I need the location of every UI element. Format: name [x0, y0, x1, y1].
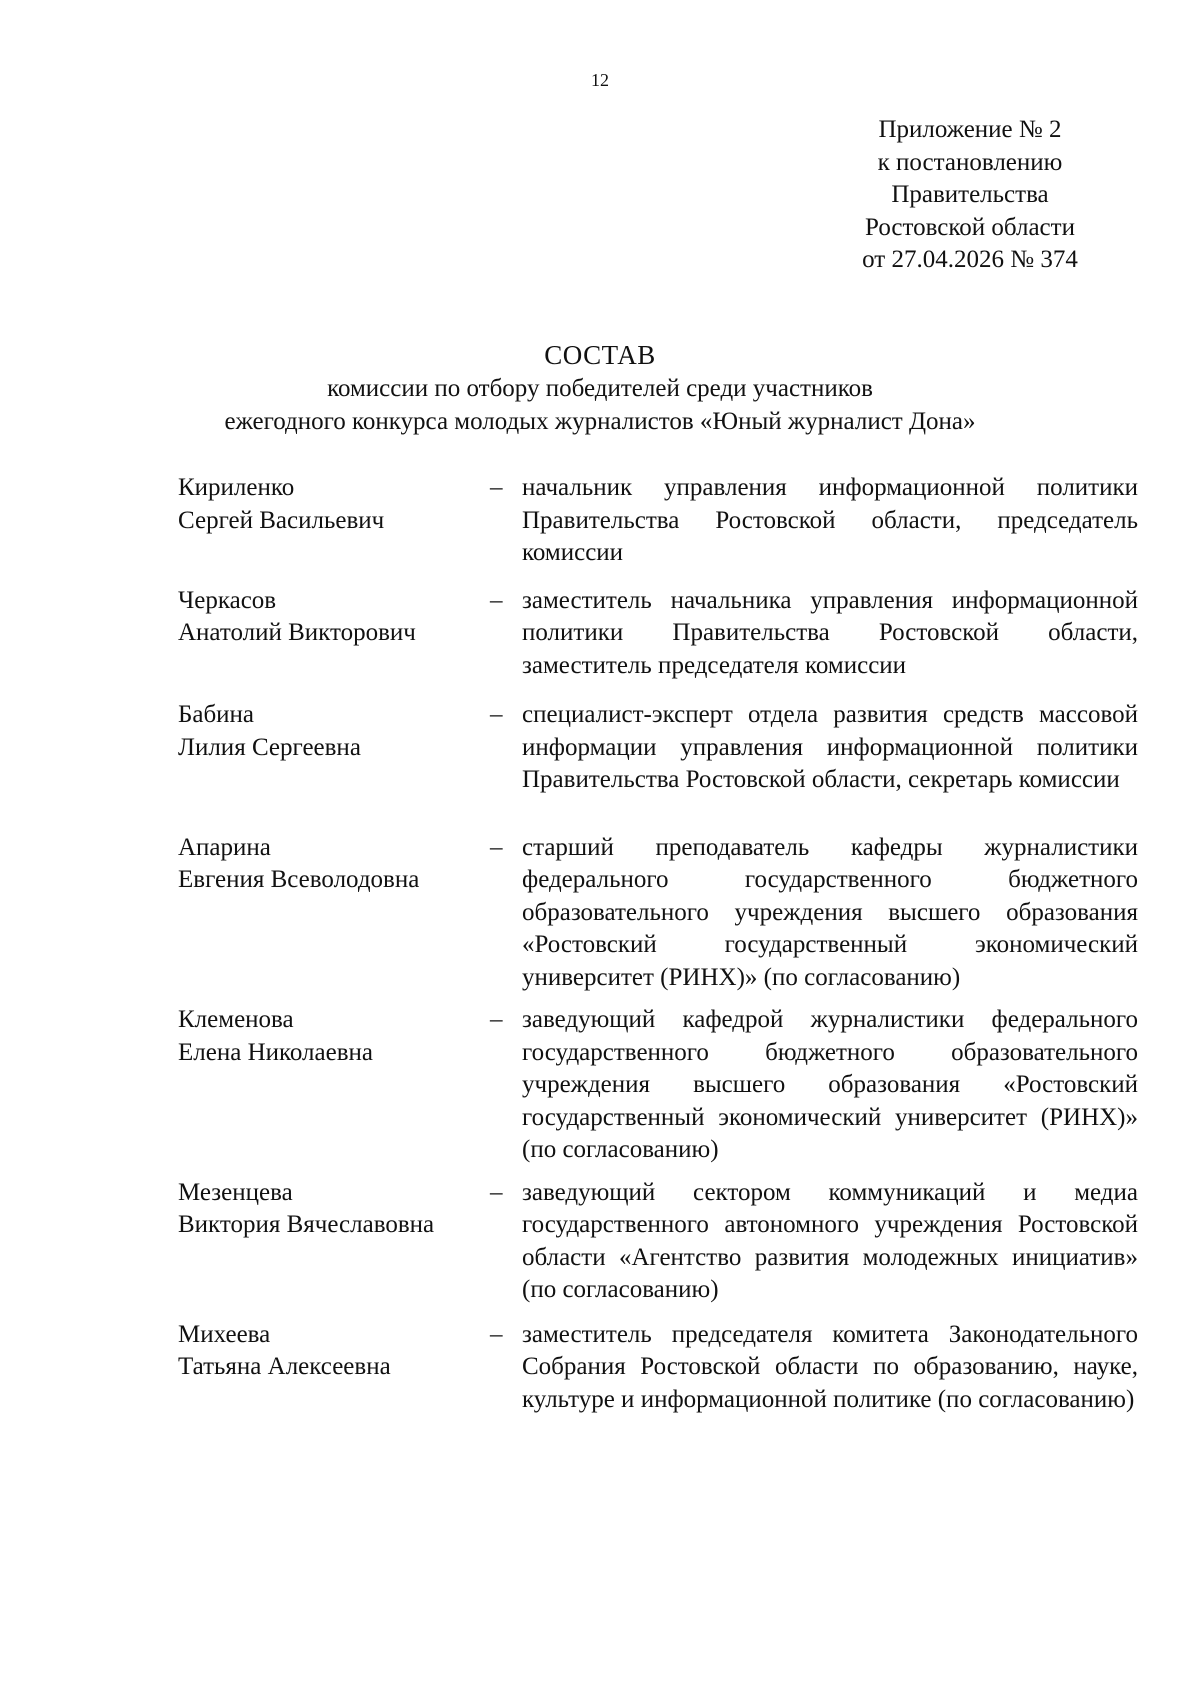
dash-separator: –	[490, 586, 503, 614]
member-role: заведующий сектором коммуникаций и медиа государственного автономного учреждения Ростовской области «Агентство развития молодежных инициатив» (по согласованию)	[522, 1178, 1138, 1303]
dash-separator: –	[490, 1006, 503, 1033]
member-role: старший преподаватель кафедры журналистики федерального государственного бюджетного образовательного учреждения высшего образования «Ростовский государственный экономический университет (РИНХ)» (по согласованию)	[522, 833, 1138, 991]
dash-separator: –	[490, 1320, 503, 1348]
member-entry	[178, 585, 1138, 683]
appendix-line: к постановлению	[877, 148, 1063, 176]
member-list	[178, 472, 1138, 1416]
member-name	[178, 1319, 478, 1384]
member-given-name: Лилия Сергеевна	[178, 733, 361, 761]
title-block	[0, 337, 1200, 438]
appendix-line: Приложение № 2	[878, 116, 1062, 143]
member-given-name: Елена Николаевна	[178, 1038, 373, 1066]
member-given-name: Сергей Васильевич	[178, 506, 385, 534]
member-surname: Мезенцева	[178, 1178, 293, 1206]
member-role: заместитель начальника управления информационной политики Правительства Ростовской области, заместитель председателя комиссии	[522, 586, 1138, 679]
member-name	[178, 1177, 478, 1242]
member-name	[178, 472, 478, 537]
member-given-name: Татьяна Алексеевна	[178, 1353, 391, 1380]
member-entry	[178, 832, 1138, 995]
document-subtitle-line: комиссии по отбору победителей среди участников	[327, 375, 873, 402]
member-given-name: Виктория Вячеславовна	[178, 1211, 435, 1238]
page-number: 12	[591, 70, 609, 90]
member-role: начальник управления информационной политики Правительства Ростовской области, председатель комиссии	[522, 474, 1138, 566]
member-surname: Черкасов	[178, 586, 277, 614]
member-entry	[178, 472, 1138, 570]
member-name	[178, 832, 478, 897]
member-surname: Апарина	[178, 833, 271, 861]
member-surname: Кириленко	[178, 474, 295, 501]
dash-separator: –	[490, 474, 503, 501]
appendix-line: от 27.04.2026 № 374	[862, 246, 1078, 273]
dash-separator: –	[490, 833, 503, 861]
member-name	[178, 1004, 478, 1069]
member-surname: Бабина	[178, 701, 255, 728]
member-role: заместитель председателя комитета Законодательного Собрания Ростовской области по образованию, науке, культуре и информационной политике (по согласованию)	[522, 1320, 1138, 1413]
member-role: заведующий кафедрой журналистики федерального государственного бюджетного образовательного учреждения высшего образования «Ростовский государственный экономический университет (РИНХ)» (по согласованию)	[522, 1006, 1138, 1163]
dash-separator: –	[490, 701, 503, 728]
member-given-name: Анатолий Викторович	[178, 619, 416, 646]
member-role: специалист-эксперт отдела развития средств массовой информации управления информационной политики Правительства Ростовской области, секретарь комиссии	[522, 701, 1138, 793]
member-entry	[178, 1004, 1138, 1167]
appendix-line: Правительства	[891, 181, 1049, 208]
member-entry	[178, 699, 1138, 797]
member-name	[178, 585, 478, 650]
member-name	[178, 699, 478, 764]
document-title: СОСТАВ	[544, 340, 656, 370]
dash-separator: –	[490, 1178, 503, 1206]
document-subtitle-line: ежегодного конкурса молодых журналистов «Юный журналист Дона»	[224, 407, 976, 435]
appendix-block	[830, 114, 1110, 277]
member-entry	[178, 1319, 1138, 1417]
appendix-line: Ростовской области	[865, 213, 1075, 241]
member-surname: Михеева	[178, 1320, 271, 1348]
member-surname: Клеменова	[178, 1006, 294, 1033]
member-given-name: Евгения Всеволодовна	[178, 866, 420, 893]
member-entry	[178, 1177, 1138, 1307]
